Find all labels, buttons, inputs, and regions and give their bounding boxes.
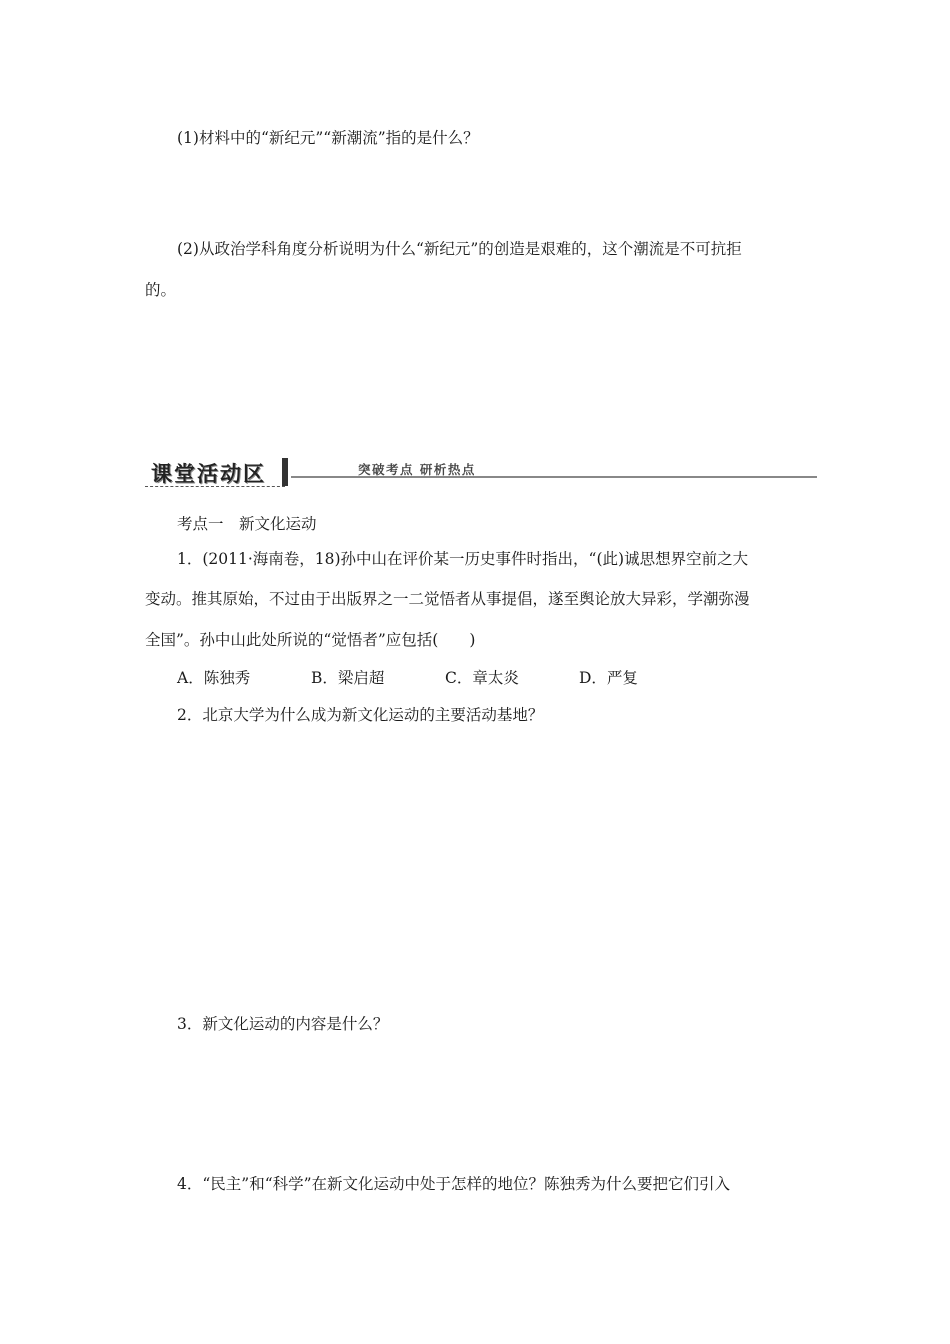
question-4: 4．“民主”和“科学”在新文化运动中处于怎样的地位？陈独秀为什么要把它们引入 [177, 1175, 731, 1193]
option-c: C．章太炎 [445, 669, 519, 687]
question-1-line-1: 1．(2011·海南卷，18)孙中山在评价某一历史事件时指出，“(此)诚思想界空前之大 [177, 550, 749, 568]
question-2: 2．北京大学为什么成为新文化运动的主要活动基地？ [177, 706, 544, 724]
banner-title: 课堂活动区 [151, 462, 266, 486]
sub-question-2-line-2: 的。 [145, 281, 177, 299]
section-heading: 考点一 新文化运动 [177, 515, 317, 533]
question-3: 3．新文化运动的内容是什么？ [177, 1015, 389, 1033]
banner-divider-bar [282, 458, 288, 486]
option-d: D．严复 [579, 669, 638, 687]
option-b: B．梁启超 [311, 669, 385, 687]
question-1-options [177, 667, 677, 689]
sub-question-2-line-1: (2)从政治学科角度分析说明为什么“新纪元”的创造是艰难的，这个潮流是不可抗拒 [177, 240, 742, 258]
banner-subtitle: 突破考点 研析热点 [358, 462, 476, 477]
sub-question-1: (1)材料中的“新纪元”“新潮流”指的是什么？ [177, 129, 479, 147]
banner-dashed-underline [145, 486, 285, 487]
option-a: A．陈独秀 [177, 669, 251, 687]
question-1-line-2: 变动。推其原始，不过由于出版界之一二觉悟者从事提倡，遂至舆论放大异彩，学潮弥漫 [145, 590, 750, 608]
question-1-line-3: 全国”。孙中山此处所说的“觉悟者”应包括( ) [145, 631, 476, 649]
section-banner [145, 456, 817, 490]
